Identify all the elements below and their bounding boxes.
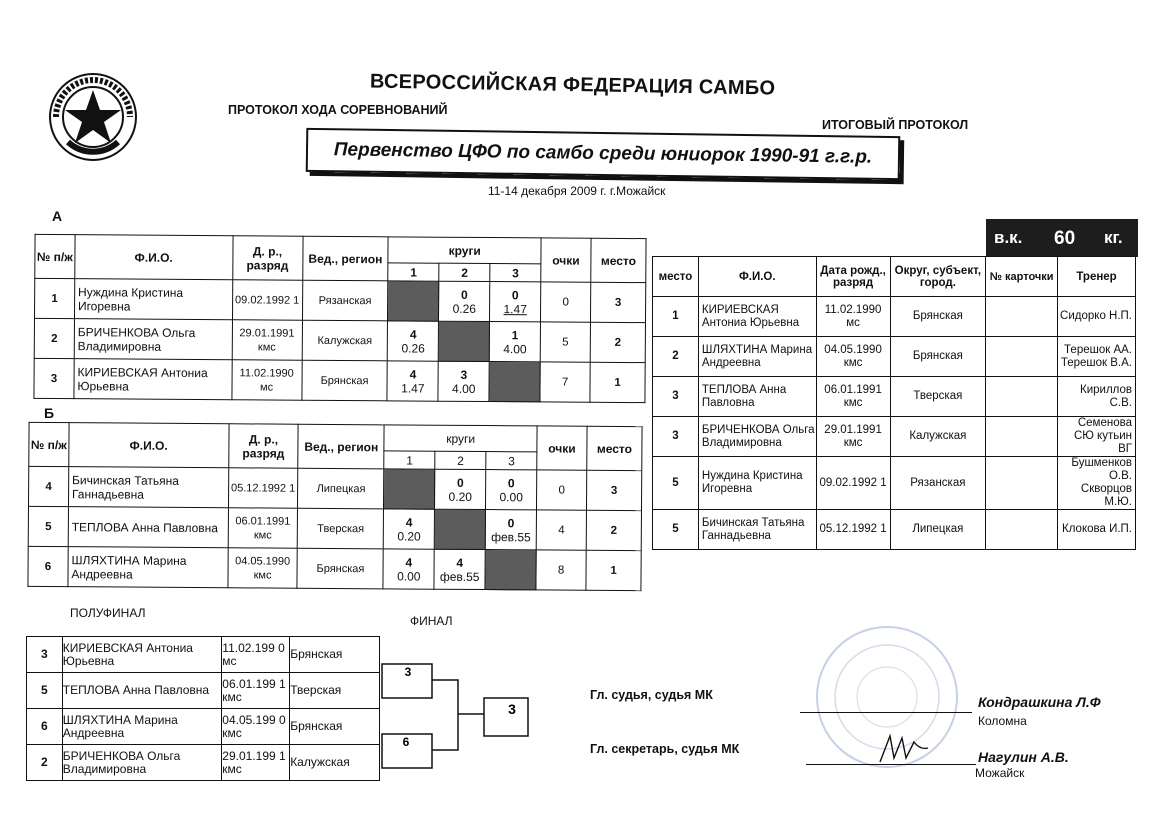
place: 3	[587, 470, 642, 510]
table-row	[653, 297, 1136, 337]
round-result: 0 фев.55	[485, 510, 536, 550]
result-name: Бичинская Татьяна Ганнадьевна	[698, 510, 816, 550]
protocol-right-title: ИТОГОВЫЙ ПРОТОКОЛ	[822, 118, 969, 132]
semi-num: 6	[27, 709, 63, 745]
semi-name: ШЛЯХТИНА Марина Андреевна	[62, 709, 221, 745]
athlete-dob: 29.01.1991 кмс	[232, 320, 302, 360]
points: 7	[540, 362, 590, 402]
round-result: 0 1.47	[490, 282, 541, 322]
result-name: БРИЧЕНКОВА Ольга Владимировна	[698, 417, 816, 457]
athlete-dob: 11.02.1990 мс	[232, 360, 302, 400]
table-row	[653, 417, 1136, 457]
table-row	[27, 709, 380, 745]
result-place: 2	[653, 337, 699, 377]
results-col-name: Ф.И.О.	[698, 257, 816, 297]
row-num: 6	[28, 546, 68, 586]
points: 5	[540, 322, 590, 362]
round-result: 4 1.47	[387, 361, 438, 401]
col-rounds: круги	[384, 425, 537, 452]
athlete-name: ШЛЯХТИНА Марина Андреевна	[68, 547, 228, 588]
athlete-dob: 05.12.1992 1	[228, 468, 298, 508]
signature-scribble	[876, 728, 936, 768]
final-title: ФИНАЛ	[410, 614, 453, 628]
result-coach: Семенова СЮ кутьин ВГ	[1058, 417, 1136, 457]
self-match-cell	[384, 469, 435, 509]
round-result: 0 0.26	[439, 281, 490, 321]
athlete-dob: 06.01.1991 кмс	[228, 508, 298, 548]
semi-dob: 04.05.199 0 кмс	[222, 709, 290, 745]
table-row	[27, 673, 380, 709]
athlete-name: БРИЧЕНКОВА Ольга Владимировна	[74, 319, 232, 360]
judge-city: Коломна	[978, 714, 1027, 728]
round-result: 1 4.00	[489, 322, 540, 362]
table-row	[653, 337, 1136, 377]
result-dob: 29.01.1991 кмс	[816, 417, 890, 457]
col-points: очки	[537, 426, 587, 470]
semi-name: БРИЧЕНКОВА Ольга Владимировна	[62, 745, 221, 781]
weight-class-prefix: в.к.	[994, 228, 1023, 247]
semi-dob: 11.02.199 0 мс	[222, 637, 290, 673]
athlete-name: КИРИЕВСКАЯ Антониа Юрьевна	[74, 359, 232, 400]
result-card	[986, 377, 1058, 417]
round-result: 4 фев.55	[434, 549, 485, 589]
self-match-cell	[485, 550, 536, 590]
judge-label: Гл. судья, судья МК	[590, 688, 713, 702]
col-region: Вед., регион	[302, 236, 388, 281]
athlete-region: Брянская	[301, 360, 387, 401]
result-region: Липецкая	[890, 510, 986, 550]
result-place: 1	[653, 297, 699, 337]
federation-logo	[48, 72, 138, 162]
round-result: 0 0.20	[435, 469, 486, 509]
semi-region: Тверская	[290, 673, 380, 709]
result-region: Тверская	[890, 377, 986, 417]
result-dob: 11.02.1990 мс	[816, 297, 890, 337]
result-dob: 05.12.1992 1	[816, 510, 890, 550]
self-match-cell	[489, 362, 540, 402]
round-result: 3 4.00	[438, 361, 489, 401]
result-coach: Бушменков О.В. Скворцов М.Ю.	[1058, 457, 1136, 510]
col-rounds: круги	[388, 237, 541, 264]
place: 2	[590, 322, 645, 362]
round-num: 3	[490, 264, 541, 282]
group-b-table	[27, 422, 642, 591]
self-match-cell	[439, 321, 490, 361]
table-row	[34, 358, 645, 402]
row-num: 5	[28, 506, 68, 546]
round-num: 2	[439, 263, 490, 281]
result-card	[986, 337, 1058, 377]
round-num: 1	[388, 263, 439, 281]
event-date-place: 11-14 декабря 2009 г. г.Можайск	[488, 184, 666, 198]
semi-num: 5	[27, 673, 63, 709]
points: 0	[541, 282, 591, 322]
result-card	[986, 297, 1058, 337]
semi-region: Брянская	[290, 637, 380, 673]
round-num: 3	[486, 452, 537, 470]
athlete-region: Тверская	[298, 508, 384, 549]
result-coach: Сидорко Н.П.	[1058, 297, 1136, 337]
table-row	[28, 546, 641, 590]
result-coach: Кириллов С.В.	[1058, 377, 1136, 417]
col-num: № п/ж	[35, 234, 75, 278]
result-dob: 06.01.1991 кмс	[816, 377, 890, 417]
result-name: КИРИЕВСКАЯ Антониа Юрьевна	[698, 297, 816, 337]
table-row	[653, 457, 1136, 510]
results-col-dob: Дата рожд., разряд	[816, 257, 890, 297]
athlete-dob: 04.05.1990 кмс	[227, 548, 297, 588]
athlete-name: Бичинская Татьяна Ганнадьевна	[68, 467, 228, 508]
athlete-region: Рязанская	[302, 280, 388, 321]
col-region: Вед., регион	[298, 424, 384, 469]
group-a-table	[33, 234, 646, 403]
federation-title: ВСЕРОССИЙСКАЯ ФЕДЕРАЦИЯ САМБО	[369, 70, 776, 100]
secretary-name: Нагулин А.В.	[978, 749, 1069, 765]
result-place: 5	[653, 457, 699, 510]
col-name: Ф.И.О.	[75, 235, 233, 280]
result-card	[986, 457, 1058, 510]
group-b-label: Б	[44, 405, 55, 421]
result-name: ШЛЯХТИНА Марина Андреевна	[698, 337, 816, 377]
semifinal-table	[26, 636, 380, 781]
result-place: 3	[653, 417, 699, 457]
results-col-region: Округ, субъект, город.	[890, 257, 986, 297]
round-result: 4 0.00	[383, 549, 434, 589]
place: 3	[590, 282, 645, 322]
table-row	[653, 377, 1136, 417]
table-row	[28, 506, 641, 550]
result-region: Брянская	[890, 297, 986, 337]
secretary-label: Гл. секретарь, судья МК	[590, 742, 740, 756]
table-row	[27, 637, 380, 673]
table-row	[27, 745, 380, 781]
self-match-cell	[388, 281, 439, 321]
semi-num: 3	[27, 637, 63, 673]
result-region: Рязанская	[890, 457, 986, 510]
result-name: Нуждина Кристина Игоревна	[698, 457, 816, 510]
result-place: 3	[653, 377, 699, 417]
weight-class-value: 60	[1054, 228, 1076, 249]
result-card	[986, 417, 1058, 457]
row-num: 4	[28, 466, 68, 506]
result-place: 5	[653, 510, 699, 550]
col-dob: Д. р., разряд	[232, 236, 302, 280]
result-coach: Клокова И.П.	[1058, 510, 1136, 550]
result-dob: 09.02.1992 1	[816, 457, 890, 510]
semi-region: Брянская	[290, 709, 380, 745]
row-num: 3	[34, 358, 74, 398]
points: 4	[536, 510, 586, 550]
row-num: 2	[34, 318, 74, 358]
semi-name: ТЕПЛОВА Анна Павловна	[62, 673, 221, 709]
round-result: 4 0.26	[388, 321, 439, 361]
weight-class-unit: кг.	[1104, 228, 1123, 247]
semifinal-title: ПОЛУФИНАЛ	[70, 606, 146, 620]
col-place: место	[591, 238, 646, 282]
judge-name: Кондрашкина Л.Ф	[978, 694, 1101, 710]
athlete-region: Калужская	[302, 320, 388, 361]
table-row	[28, 466, 641, 510]
athlete-dob: 09.02.1992 1	[232, 280, 302, 320]
round-num: 2	[435, 451, 486, 469]
place: 1	[590, 362, 645, 402]
secretary-city: Можайск	[975, 766, 1025, 780]
semi-name: КИРИЕВСКАЯ Антониа Юрьевна	[62, 637, 221, 673]
table-row	[653, 510, 1136, 550]
judge-signature-line	[800, 712, 972, 713]
weight-class-box	[986, 219, 1138, 257]
final-results-table	[652, 256, 1136, 550]
result-coach: Терешок АА. Терешок В.А.	[1058, 337, 1136, 377]
results-col-card: № карточки	[986, 257, 1058, 297]
table-row	[34, 318, 645, 362]
results-col-coach: Тренер	[1058, 257, 1136, 297]
protocol-left-title: ПРОТОКОЛ ХОДА СОРЕВНОВАНИЙ	[228, 103, 448, 117]
col-name: Ф.И.О.	[69, 423, 229, 468]
result-dob: 04.05.1990 кмс	[816, 337, 890, 377]
athlete-region: Брянская	[297, 548, 383, 589]
final-bracket	[380, 656, 530, 776]
athlete-region: Липецкая	[298, 468, 384, 509]
semi1-winner: 3	[404, 665, 412, 679]
semi-dob: 29.01.199 1 кмс	[222, 745, 290, 781]
results-col-place: место	[653, 257, 699, 297]
round-result: 4 0.20	[384, 509, 435, 549]
result-name: ТЕПЛОВА Анна Павловна	[698, 377, 816, 417]
result-region: Калужская	[890, 417, 986, 457]
event-title: Первенство ЦФО по самбо среди юниорок 1990-91 г.г.р.	[306, 128, 901, 180]
place: 2	[586, 510, 641, 550]
result-card	[986, 510, 1058, 550]
semi-dob: 06.01.199 1 кмс	[222, 673, 290, 709]
semi-region: Калужская	[290, 745, 380, 781]
athlete-name: Нуждина Кристина Игоревна	[74, 279, 232, 320]
table-row	[34, 278, 645, 322]
points: 8	[536, 550, 586, 590]
semi-num: 2	[27, 745, 63, 781]
self-match-cell	[434, 509, 485, 549]
group-a-label: А	[52, 208, 63, 224]
athlete-name: ТЕПЛОВА Анна Павловна	[68, 507, 228, 548]
place: 1	[586, 550, 641, 590]
semi2-winner: 6	[402, 735, 410, 749]
row-num: 1	[34, 278, 74, 318]
result-region: Брянская	[890, 337, 986, 377]
points: 0	[537, 470, 587, 510]
col-place: место	[587, 426, 642, 470]
col-dob: Д. р., разряд	[228, 424, 298, 468]
col-num: № п/ж	[29, 422, 69, 466]
round-num: 1	[384, 451, 435, 469]
round-result: 0 0.00	[486, 470, 537, 510]
champion-number: 3	[508, 701, 516, 717]
col-points: очки	[541, 238, 591, 282]
